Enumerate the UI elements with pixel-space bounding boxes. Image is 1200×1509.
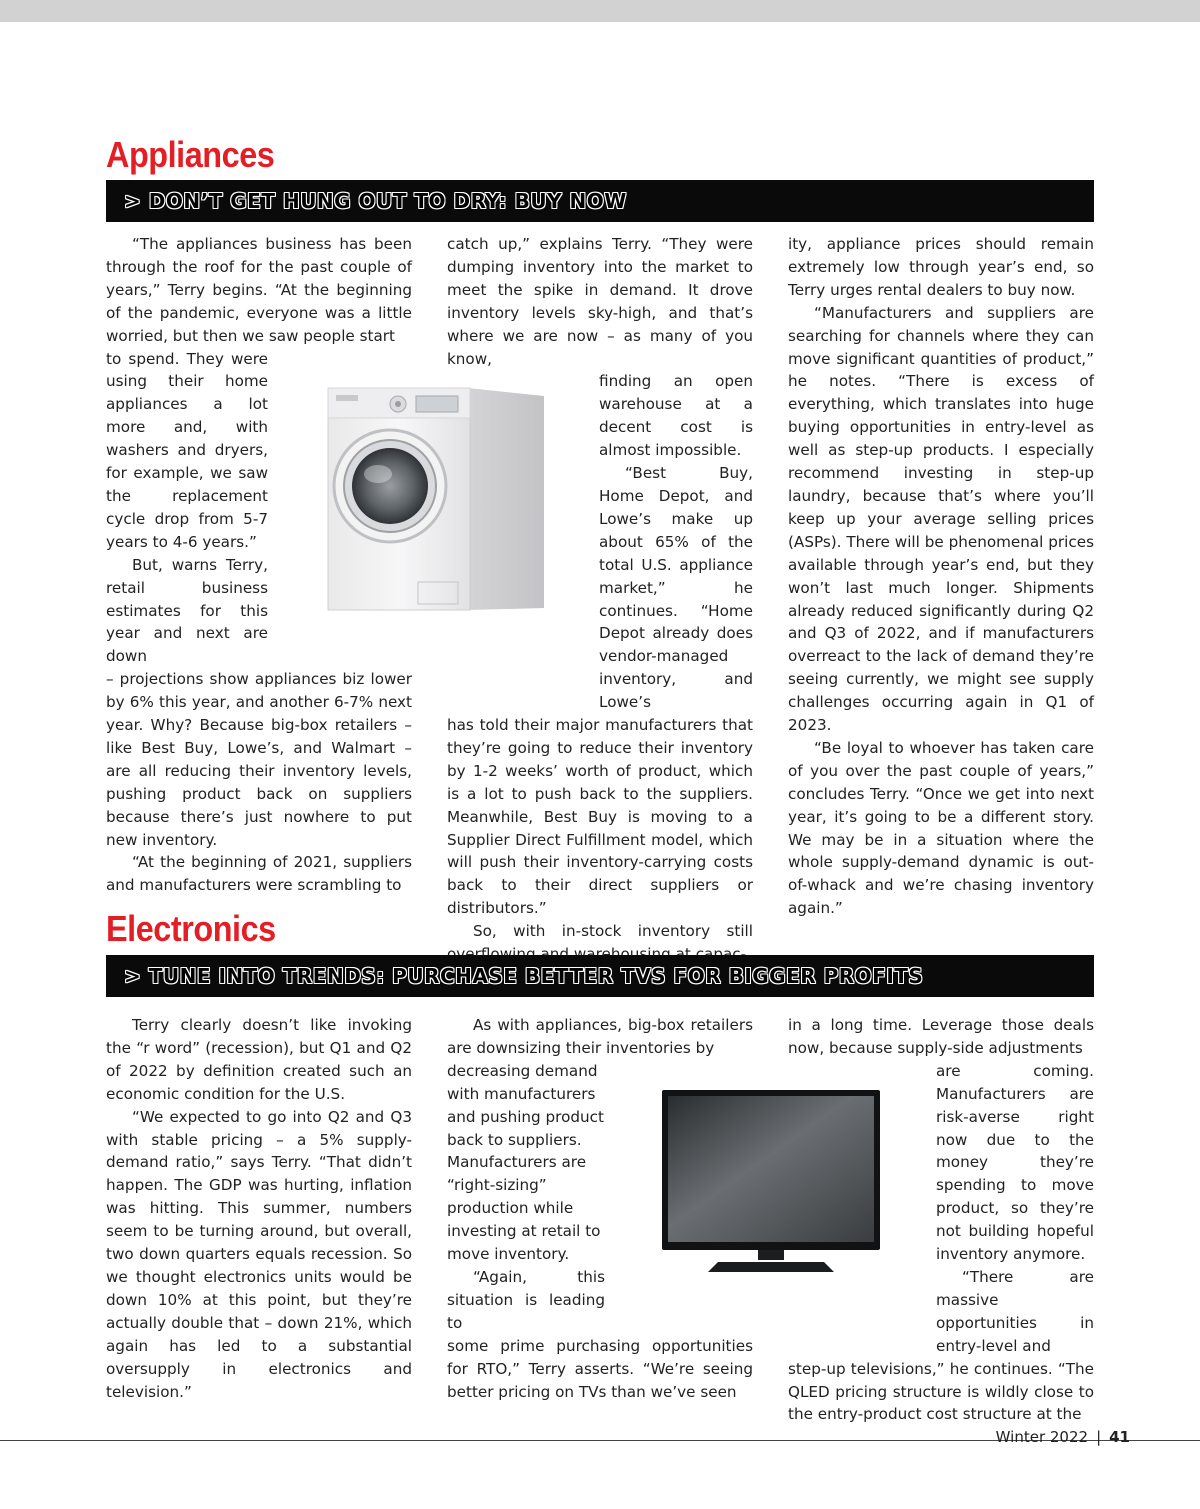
- issue-label: Winter 2022: [995, 1428, 1089, 1446]
- paragraph: – projections show appliances biz lower by 6% this year, and another 6-7% next year. Why? Because big-box retailers – like Best Buy, Lowe’s, and Walmart – are all reducing their inventory levels, pushing product back on suppliers because there’s just nowhere to put new inventory.: [106, 670, 412, 849]
- footer-separator: |: [1096, 1428, 1102, 1446]
- paragraph: catch up,” explains Terry. “They were dumping inventory into the market to meet the spike in demand. It drove inventory levels sky-high, and that’s where we are now – as many of you know,: [447, 235, 753, 368]
- paragraph: “At the beginning of 2021, suppliers and manufacturers were scrambling to: [106, 853, 412, 895]
- page-footer: [996, 1428, 1130, 1446]
- electronics-column-1: [106, 1014, 412, 1403]
- television-image: [658, 1086, 884, 1278]
- paragraph: Terry clearly doesn’t like invoking the “r word” (recession), but Q1 and Q2 of 2022 by definition created such an economic condition for the U.S.: [106, 1016, 412, 1103]
- washing-machine-image: [318, 382, 550, 614]
- paragraph: “The appliances business has been through the roof for the past couple of years,” Terry begins. “At the beginning of the pandemic, everyone was a little worried, but then we saw people start: [106, 235, 412, 345]
- paragraph: But, warns Terry, retail business estimates for this year and next are down: [106, 555, 268, 666]
- paragraph: step-up televisions,” he continues. “The QLED pricing structure is wildly close to the entry-product cost structure at the: [788, 1359, 1094, 1424]
- paragraph: ity, appliance prices should remain extremely low through year’s end, so Terry urges rental dealers to buy now.: [788, 235, 1094, 299]
- page-number: 41: [1109, 1428, 1130, 1446]
- top-gray-bar: [0, 0, 1200, 22]
- appliances-banner: [106, 180, 1094, 222]
- paragraph: So, with in-stock inventory still: [473, 922, 753, 941]
- paragraph: As with appliances, big-box retailers are downsizing their inventories by: [447, 1016, 753, 1057]
- paragraph: has told their major manufacturers that they’re going to reduce their inventory by 1-2 weeks’ worth of product, which is a lot to push back to the suppliers. Meanwhile, Best Buy is moving to a Supplier Direct Fulfillment model, which will push their inventory-carrying costs back to their direct suppliers or distributors.”: [447, 716, 753, 918]
- paragraph: to spend. They were using their home appliances a lot more and, with washers and dryers, for example, we saw the replacement cycle drop from 5-7 years to 4-6 years.”: [106, 349, 268, 551]
- electronics-heading: Electronics: [106, 908, 276, 949]
- paragraph: “Again, this situation is leading to: [447, 1267, 605, 1332]
- electronics-banner: [106, 955, 1094, 997]
- paragraph: some prime purchasing opportunities for RTO,” Terry asserts. “We’re seeing better pricing on TVs than we’ve seen: [447, 1336, 753, 1401]
- paragraph: “Manufacturers and suppliers are searching for channels where they can move significant quantities of product,” he notes. “There is excess of everything, which translates into huge buying opportunities in entry-level as well as step-up products. I especially recommend investing in step-up laundry, because that’s where you’ll keep up your average selling prices (ASPs). There will be phenomenal prices available through year’s end, but they won’t last much longer. Shipments already reduced significantly during Q2 and Q3 of 2022, and if manufacturers overreact to the lack of demand they’re seeing currently, we might see supply challenges occurring again in Q1 of 2023.: [788, 303, 1094, 735]
- paragraph: finding an open warehouse at a decent cost is almost impossible.: [599, 372, 753, 460]
- paragraph: in a long time. Leverage those deals now, because supply-side adjustments: [788, 1016, 1094, 1057]
- paragraph: “There are massive opportunities in entry-level and: [936, 1267, 1094, 1355]
- paragraph: “We expected to go into Q2 and Q3 with stable pricing – a 5% supply-demand ratio,” says Terry. “That didn’t happen. The GDP was hurting, inflation was hitting. This summer, numbers seem to be turning around, but overall, two down quarters equals recession. So we thought electronics units would be down 10% at this point, but they’re actually double that – down 21%, which again has led to a substantial oversupply in electronics and television.”: [106, 1107, 412, 1401]
- electronics-banner-text: > TUNE INTO TRENDS: PURCHASE BETTER TVS FOR BIGGER PROFITS: [124, 964, 924, 988]
- paragraph: decreasing demand with manufacturers and pushing product back to suppliers. Manufacturers are “right-sizing” production while investing at retail to move inventory.: [447, 1061, 604, 1264]
- paragraph: “Best Buy, Home Depot, and Lowe’s make up about 65% of the total U.S. appliance market,” he continues. “Home Depot already does vendor-managed inventory, and Lowe’s: [599, 464, 753, 712]
- paragraph: “Be loyal to whoever has taken care of you over the past couple of years,” concludes Terry. “Once we get into next year, it’s going to be a different story. We may be in a situation where the whole supply-demand dynamic is out-of-whack and we’re chasing inventory again.”: [788, 738, 1094, 918]
- paragraph: are coming. Manufacturers are risk-averse right now due to the money they’re spending to move product, so they’re not building hopeful inventory anymore.: [936, 1061, 1094, 1264]
- appliances-banner-text: > DON’T GET HUNG OUT TO DRY: BUY NOW: [124, 189, 627, 213]
- appliances-heading: Appliances: [106, 134, 275, 175]
- appliances-column-3: [788, 233, 1094, 920]
